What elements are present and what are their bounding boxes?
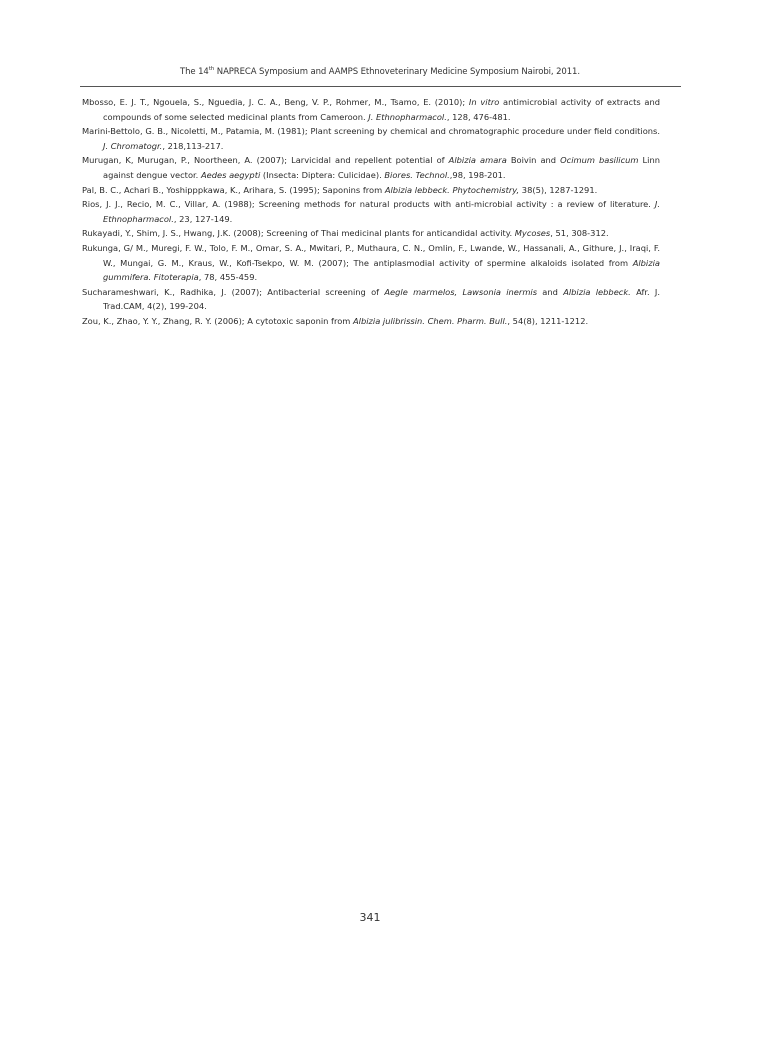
- reference-italic-text: In vitro: [468, 97, 500, 107]
- header-rule: [80, 86, 681, 87]
- reference-italic-text: Aegle marmelos, Lawsonia inermis: [384, 286, 538, 297]
- reference-text: , 78, 455-459.: [198, 272, 258, 283]
- reference-italic-text: Aedes aegypti: [200, 169, 261, 180]
- reference-text: Boivin and: [506, 155, 561, 166]
- reference-entry: [82, 285, 660, 314]
- reference-italic-text: J. Chromatogr.: [103, 140, 163, 151]
- header-superscript: th: [208, 66, 215, 72]
- reference-italic-text: Albizia lebbeck.: [563, 286, 631, 297]
- reference-italic-text: Ocimum basilicum: [560, 155, 639, 166]
- reference-text: (Insecta: Diptera: Culicidae).: [260, 169, 385, 180]
- reference-entry: [82, 314, 660, 329]
- reference-text: Marini-Bettolo, G. B., Nicoletti, M., Patamia, M. (1981); Plant screening by chemical and chromatographic procedure under field conditions.: [82, 126, 660, 137]
- reference-italic-text: Albizia julibrissin. Chem. Pharm. Bull.: [353, 315, 508, 326]
- reference-entry: [82, 124, 660, 153]
- reference-entry: [82, 95, 660, 124]
- reference-text: Rukunga, G/ M., Muregi, F. W., Tolo, F. M., Omar, S. A., Mwitari, P., Muthaura, C. N., Omlin, F., Lwande, W., Hassanali, A., Githure, J., Iraqi, F. W., Mungai, G. M., Kraus, W., Kofi-Tsekpo, W. M. (2007); The antiplasmodial activity of spermine alkaloids isolated from: [82, 242, 660, 268]
- reference-text: Linn against dengue vector.: [103, 155, 661, 180]
- reference-italic-text: Mycoses: [514, 228, 551, 239]
- reference-text: 38(5), 1287-1291.: [519, 184, 598, 195]
- page-number: 341: [359, 911, 381, 924]
- reference-text: Zou, K., Zhao, Y. Y., Zhang, R. Y. (2006); A cytotoxic saponin from: [82, 315, 353, 326]
- reference-text: Pal, B. C., Achari B., Yoshipppkawa, K., Arihara, S. (1995); Saponins from: [82, 184, 385, 195]
- reference-italic-text: Albizia lebbeck. Phytochemistry,: [384, 184, 520, 195]
- running-header: [80, 66, 680, 77]
- reference-entry: [82, 183, 660, 198]
- reference-text: , 218,113-217.: [162, 140, 224, 151]
- reference-text: antimicrobial activity of extracts and compounds of some selected medicinal plants from Cameroon.: [103, 97, 660, 122]
- reference-text: , 54(8), 1211-1212.: [507, 315, 589, 326]
- reference-text: ,98, 198-201.: [449, 169, 506, 180]
- reference-text: Sucharameshwari, K., Radhika, J. (2007); Antibacterial screening of: [82, 286, 385, 297]
- reference-italic-text: J. Ethnopharmacol.: [368, 111, 447, 122]
- reference-text: Rukayadi, Y., Shim, J. S., Hwang, J.K. (2008); Screening of Thai medicinal plants for anticandidal activity.: [82, 228, 515, 239]
- reference-list: [82, 95, 660, 329]
- reference-italic-text: Albizia amara: [448, 155, 507, 166]
- reference-italic-text: J. Ethnopharmacol.: [103, 199, 660, 224]
- reference-entry: [82, 153, 660, 182]
- reference-text: , 23, 127-149.: [173, 213, 233, 224]
- reference-text: Mbosso, E. J. T., Ngouela, S., Nguedia, J. C. A., Beng, V. P., Rohmer, M., Tsamo, E. (2010);: [82, 97, 469, 107]
- reference-italic-text: Biores. Technol.: [384, 169, 450, 180]
- reference-text: , 51, 308-312.: [550, 228, 609, 239]
- reference-entry: [82, 197, 660, 226]
- reference-text: Murugan, K, Murugan, P., Noortheen, A. (2007); Larvicidal and repellent potential of: [82, 155, 449, 166]
- header-text-pre: The 14: [180, 66, 209, 77]
- reference-italic-text: Albizia gummifera. Fitoterapia: [103, 257, 660, 283]
- reference-text: , 128, 476-481.: [446, 111, 511, 122]
- reference-text: and: [537, 286, 564, 297]
- header-text-post: NAPRECA Symposium and AAMPS Ethnoveterinary Medicine Symposium Nairobi, 2011.: [214, 66, 580, 77]
- reference-text: Rios, J. J., Recio, M. C., Villar, A. (1988); Screening methods for natural products with anti-microbial activity : a review of literature.: [82, 199, 655, 210]
- reference-entry: [82, 226, 660, 241]
- reference-text: Afr. J. Trad.CAM, 4(2), 199-204.: [103, 286, 661, 312]
- reference-entry: [82, 241, 660, 285]
